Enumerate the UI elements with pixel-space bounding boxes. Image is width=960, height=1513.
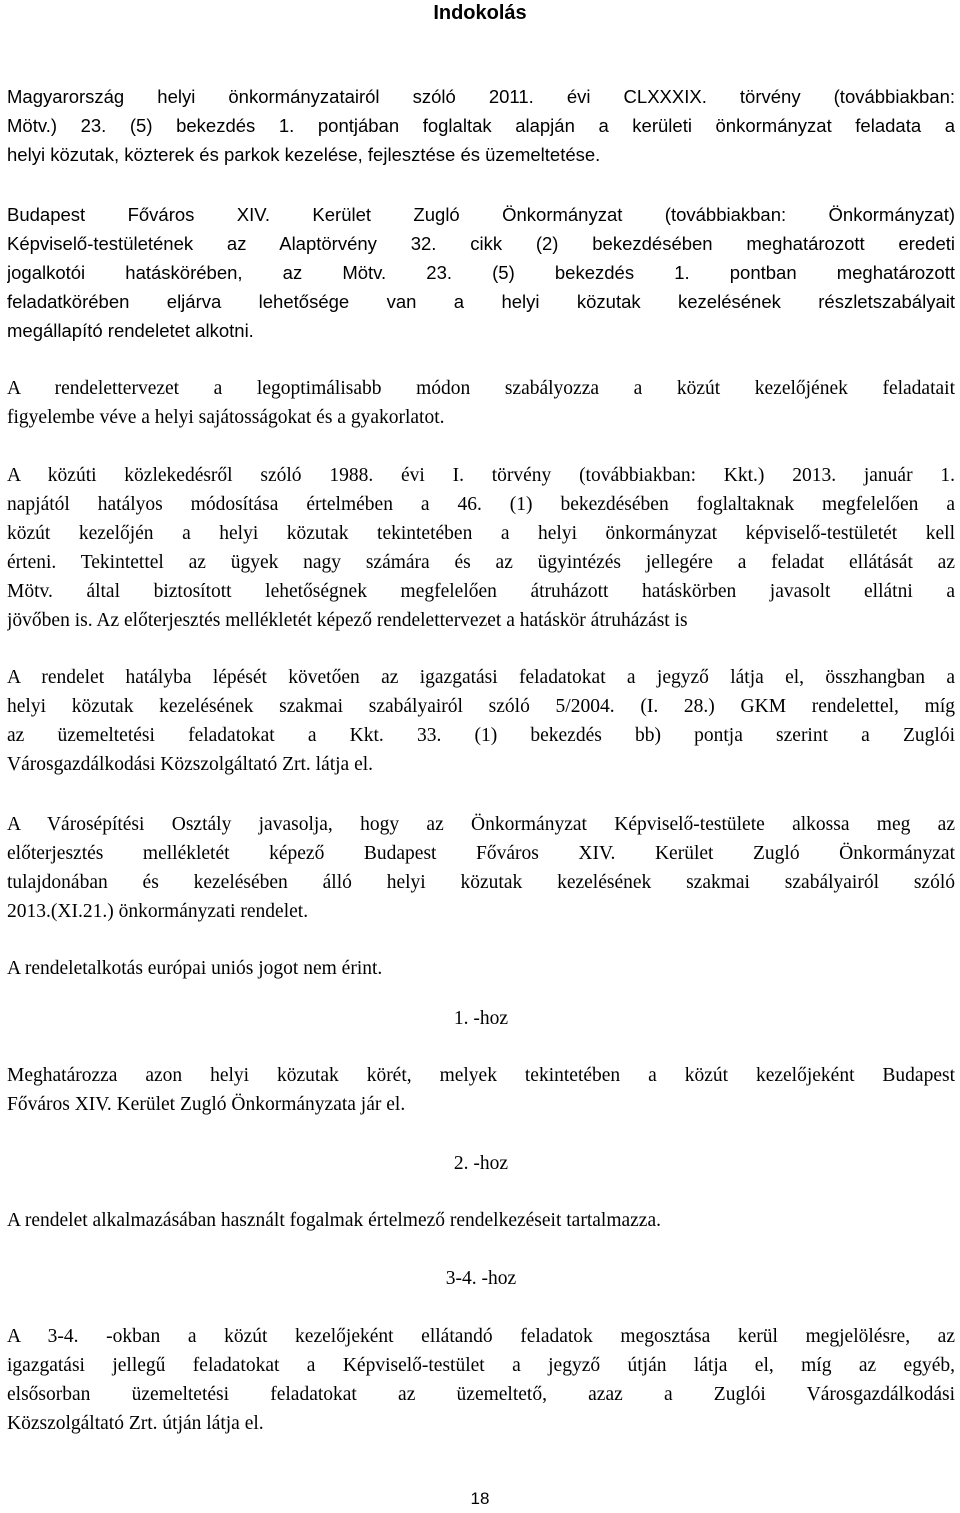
text-line: megállapító rendeletet alkotni. <box>7 320 254 341</box>
text-line: Mötv.) 23. (5) bekezdés 1. pontjában foglaltak alapján a kerületi önkormányzat feladata a <box>7 115 955 136</box>
section-heading: 2. -hoz <box>453 1153 509 1174</box>
section-heading-2 <box>7 1149 955 1178</box>
text-line: 2013.(XI.21.) önkormányzati rendelet. <box>7 901 309 922</box>
text-line: Városgazdálkodási Közszolgáltató Zrt. látja el. <box>7 754 374 775</box>
text-line: az üzemeltetési feladatokat a Kkt. 33. (1) bekezdés bb) pontja szerint a Zuglói <box>7 725 955 746</box>
paragraph-authority <box>7 200 955 345</box>
text-line: tulajdonában és kezelésében álló helyi közutak kezelésének szakmai szabályairól szóló <box>7 872 955 893</box>
text-line: helyi közutak, közterek és parkok kezelése, fejlesztése és üzemeltetése. <box>7 144 601 165</box>
text-line: A rendelet alkalmazásában használt fogalmak értelmező rendelkezéseit tartalmazza. <box>7 1210 661 1231</box>
text-line: helyi közutak kezelésének szakmai szabályairól szóló 5/2004. (I. 28.) GKM rendelettel, míg <box>7 696 955 717</box>
text-line: Meghatározza azon helyi közutak körét, melyek tekintetében a közút kezelőjeként Budapest <box>7 1065 955 1086</box>
paragraph-section-2 <box>7 1206 955 1235</box>
paragraph-entry-into-force <box>7 663 955 779</box>
text-line: közút kezelőjén a helyi közutak tekintetében a helyi önkormányzat képviselő-testületét kell <box>7 523 955 544</box>
paragraph-proposal <box>7 810 955 926</box>
text-line: Magyarország helyi önkormányzatairól szóló 2011. évi CLXXXIX. törvény (továbbiakban: <box>7 86 955 107</box>
text-line: A rendelet hatályba lépését követően az igazgatási feladatokat a jegyző látja el, összhangban a <box>7 667 955 688</box>
text-line: feladatkörében eljárva lehetősége van a helyi közutak kezelésének részletszabályait <box>7 291 955 312</box>
text-line: A Városépítési Osztály javasolja, hogy az Önkormányzat Képviselő-testülete alkossa meg az <box>7 814 955 835</box>
paragraph-draft-regulation <box>7 374 955 432</box>
section-heading-1 <box>7 1004 955 1033</box>
text-line: figyelembe véve a helyi sajátosságokat és a gyakorlatot. <box>7 407 445 428</box>
paragraph-section-3-4 <box>7 1322 955 1438</box>
page-number: 18 <box>470 1489 490 1508</box>
text-line: jövőben is. Az előterjesztés mellékletét képező rendelettervezet a hatáskör átruházást is <box>7 610 688 631</box>
document-title: Indokolás <box>433 2 527 24</box>
text-line: A rendelettervezet a legoptimálisabb módon szabályozza a közút kezelőjének feladatait <box>7 378 955 399</box>
section-heading: 1. -hoz <box>453 1008 509 1029</box>
text-line: igazgatási jellegű feladatokat a Képviselő-testület a jegyző útján látja el, míg az egyéb, <box>7 1355 955 1376</box>
text-line: A rendeletalkotás európai uniós jogot nem érint. <box>7 958 383 979</box>
text-line: jogalkotói hatáskörében, az Mötv. 23. (5) bekezdés 1. pontban meghatározott <box>7 262 955 283</box>
text-line: A 3-4. -okban a közút kezelőjeként ellátandó feladatok megosztása kerül megjelölésre, az <box>7 1326 955 1347</box>
text-line: napjától hatályos módosítása értelmében a 46. (1) bekezdésében foglaltaknak megfelelően a <box>7 494 955 515</box>
paragraph-road-traffic-act <box>7 461 955 635</box>
text-line: Mötv. által biztosított lehetőségnek megfelelően átruházott hatáskörben javasolt ellátni a <box>7 581 955 602</box>
paragraph-legal-basis <box>7 82 955 169</box>
text-line: elsősorban üzemeltetési feladatokat az üzemeltető, azaz a Zuglói Városgazdálkodási <box>7 1384 955 1405</box>
section-heading-3-4 <box>7 1264 955 1293</box>
paragraph-section-1 <box>7 1061 955 1119</box>
section-heading: 3-4. -hoz <box>445 1268 517 1289</box>
text-line: érteni. Tekintettel az ügyek nagy számára és az ügyintézés jellegére a feladat ellátását az <box>7 552 955 573</box>
text-line: Budapest Főváros XIV. Kerület Zugló Önkormányzat (továbbiakban: Önkormányzat) <box>7 204 955 225</box>
paragraph-eu-law <box>7 954 955 983</box>
text-line: Főváros XIV. Kerület Zugló Önkormányzata jár el. <box>7 1094 406 1115</box>
text-line: A közúti közlekedésről szóló 1988. évi I. törvény (továbbiakban: Kkt.) 2013. január 1. <box>7 465 955 486</box>
text-line: előterjesztés mellékletét képező Budapest Főváros XIV. Kerület Zugló Önkormányzat <box>7 843 955 864</box>
text-line: Közszolgáltató Zrt. útján látja el. <box>7 1413 264 1434</box>
text-line: Képviselő-testületének az Alaptörvény 32. cikk (2) bekezdésében meghatározott eredeti <box>7 233 955 254</box>
